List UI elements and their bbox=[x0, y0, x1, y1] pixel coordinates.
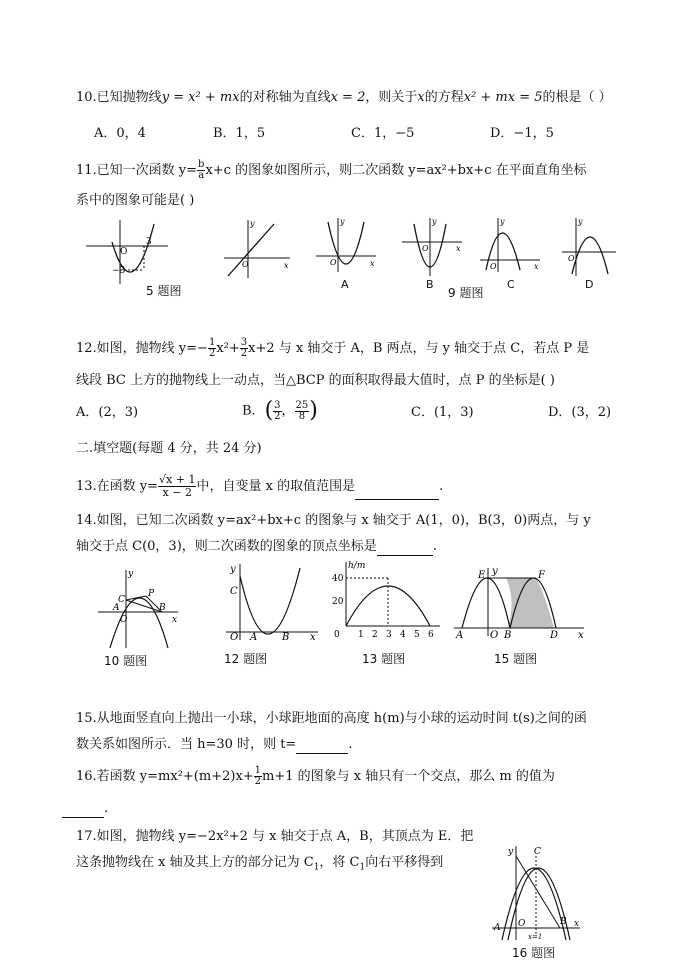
label-option-c: C bbox=[507, 278, 515, 291]
figure-option-b bbox=[400, 216, 466, 278]
x-tick-0: 0 bbox=[334, 630, 340, 640]
point-d-label: D bbox=[550, 630, 559, 638]
x-tick-4: 4 bbox=[400, 630, 406, 640]
q17-text: ，将 C bbox=[319, 855, 360, 870]
question-12-line2: 线段 BC 上方的抛物线上一动点，当△BCP 的面积取得最大值时，点 P 的坐标是( ) bbox=[76, 373, 555, 388]
tick-neg3: −3 bbox=[112, 266, 126, 276]
frac-den: 8 bbox=[298, 410, 306, 422]
q16-text: 16.若函数 y=mx²+(m+2)x+ bbox=[76, 769, 254, 784]
parabola-curve-2 bbox=[508, 868, 570, 940]
origin-label: O bbox=[242, 260, 249, 269]
q17-subscript: 1 bbox=[359, 862, 366, 873]
origin-label: O bbox=[120, 615, 128, 625]
x-label: x bbox=[172, 615, 178, 625]
q14-end: . bbox=[432, 539, 437, 554]
q12-option-d: D．(3，2) bbox=[548, 405, 612, 420]
origin-label: O bbox=[490, 630, 499, 638]
frac-den: 2 bbox=[240, 348, 248, 359]
q12-option-b: B．( $\frac{3}{2}$ ， $\frac{25}{8}$ ) bbox=[242, 398, 318, 423]
x-label: x bbox=[456, 244, 461, 253]
q10-axis-equation: x = 2 bbox=[330, 90, 366, 105]
question-13 bbox=[76, 474, 443, 500]
question-14-line1: 14.如图，已知二次函数 y=ax²+bx+c 的图象与 x 轴交于 A(1，0)，B(3，0)两点，与 y bbox=[76, 513, 591, 528]
q17-text: 向右平移得到 bbox=[365, 855, 444, 870]
frac-den: a bbox=[198, 170, 205, 181]
point-b-label: B bbox=[282, 632, 290, 642]
q13-answer-blank[interactable] bbox=[355, 483, 439, 500]
frac-den: 2 bbox=[208, 348, 216, 359]
q12-optb-prefix: B． bbox=[242, 403, 265, 419]
label-option-d: D bbox=[585, 278, 594, 291]
figure-13 bbox=[330, 560, 442, 642]
frac-num: b bbox=[198, 159, 205, 170]
question-14-line2 bbox=[76, 538, 437, 556]
q15-end: . bbox=[348, 737, 353, 752]
q11-text: x+c 的图象如图所示，则二次函数 y=ax²+bx+c 在平面直角坐标 bbox=[205, 163, 587, 178]
frac-den: x − 2 bbox=[162, 486, 192, 499]
q10-variable: x bbox=[417, 90, 425, 105]
origin-label: O bbox=[120, 247, 128, 257]
caption-fig16: 16 题图 bbox=[512, 946, 556, 960]
q13-fraction bbox=[158, 474, 196, 499]
y-label: y bbox=[250, 219, 255, 228]
label-option-a: A bbox=[341, 278, 349, 291]
figure-11-line bbox=[222, 218, 292, 280]
question-11-line2: 系中的图象可能是( ) bbox=[76, 193, 195, 208]
point-a-label: A bbox=[250, 632, 258, 642]
y-label: y bbox=[340, 217, 345, 226]
q12-text: 12.如图，抛物线 y=− bbox=[76, 341, 208, 356]
q12-text: x²+ bbox=[216, 341, 240, 356]
question-11-line1 bbox=[76, 160, 587, 181]
tick-3: 3 bbox=[146, 237, 152, 247]
figure-10 bbox=[96, 566, 182, 650]
x-label: x bbox=[578, 630, 584, 638]
figure-16 bbox=[488, 842, 584, 942]
q13-text: 13.在函数 y= bbox=[76, 479, 159, 494]
frac-num: 3 bbox=[240, 337, 248, 348]
figure-option-a bbox=[314, 216, 380, 274]
x-tick-5: 5 bbox=[414, 630, 420, 640]
origin-label: O bbox=[330, 258, 337, 267]
point-p-label: P bbox=[148, 589, 155, 599]
point-a-label: A bbox=[113, 603, 120, 613]
point-c-label: C bbox=[230, 586, 238, 597]
frac-den: 2 bbox=[274, 410, 281, 422]
question-16-line2 bbox=[62, 800, 108, 818]
parabola-curve bbox=[572, 237, 608, 274]
origin-label: O bbox=[490, 262, 497, 271]
point-b-label: B bbox=[560, 917, 567, 927]
q10-option-b: B．1，5 bbox=[213, 126, 266, 141]
point-c-label: C bbox=[118, 595, 125, 605]
q10-text: 的根是（ ） bbox=[542, 90, 612, 105]
x-tick-3: 3 bbox=[386, 630, 392, 640]
symmetry-line-label: x=1 bbox=[528, 933, 543, 941]
q10-equation-parabola: y = x² + mx bbox=[161, 90, 240, 105]
linear-function-line bbox=[228, 224, 274, 276]
q17-text: 这条抛物线在 x 轴及其上方的部分记为 C bbox=[76, 855, 314, 870]
label-option-b: B bbox=[426, 278, 434, 291]
q13-end: . bbox=[439, 479, 444, 494]
q16-answer-blank[interactable] bbox=[62, 801, 104, 818]
question-10-stem bbox=[76, 89, 612, 107]
q16-text: m+1 的图象与 x 轴只有一个交点，那么 m 的值为 bbox=[262, 769, 555, 784]
q12-option-a: A．(2，3) bbox=[76, 405, 139, 420]
figure-5 bbox=[82, 218, 172, 286]
point-f-label: F bbox=[538, 570, 545, 581]
point-a-label: A bbox=[456, 630, 464, 638]
q10-equation: x² + mx = 5 bbox=[463, 90, 543, 105]
caption-fig15: 15 题图 bbox=[494, 652, 538, 666]
q16-fraction bbox=[254, 766, 262, 787]
q11-text: 11.已知一次函数 y= bbox=[76, 163, 198, 178]
q10-text: 的方程 bbox=[424, 90, 464, 105]
q12-fraction-2 bbox=[240, 338, 248, 359]
figure-option-c bbox=[478, 216, 544, 274]
q10-option-d: D．−1，5 bbox=[490, 126, 554, 141]
y-label: y bbox=[128, 569, 134, 579]
question-15-line1: 15.从地面竖直向上抛出一小球，小球距地面的高度 h(m)与小球的运动时间 t(s)之间的函 bbox=[76, 711, 587, 726]
frac-num: 1 bbox=[208, 337, 216, 348]
segment-cb bbox=[516, 856, 560, 928]
x-label: x bbox=[574, 919, 580, 929]
q12-optb-frac1 bbox=[273, 401, 281, 422]
x-label: x bbox=[370, 259, 375, 268]
q12-option-c: C．(1，3) bbox=[411, 405, 474, 420]
q16-end: . bbox=[104, 801, 109, 816]
x-label: x bbox=[534, 262, 539, 271]
caption-fig10: 10 题图 bbox=[104, 654, 148, 668]
q10-text: 的对称轴为直线 bbox=[239, 90, 331, 105]
question-16-line1 bbox=[76, 764, 555, 790]
q10-text: 10.已知抛物线 bbox=[76, 90, 162, 105]
q14-answer-blank[interactable] bbox=[377, 539, 433, 556]
question-17-line1: 17.如图，抛物线 y=−2x²+2 与 x 轴交于点 A，B，其顶点为 E．把 bbox=[76, 829, 474, 844]
x-tick-2: 2 bbox=[372, 630, 378, 640]
y-tick-40: 40 bbox=[332, 574, 344, 584]
frac-num: 3 bbox=[274, 399, 281, 411]
section-heading-fill-in: 二.填空题(每题 4 分，共 24 分) bbox=[76, 441, 262, 456]
point-c-label: C bbox=[534, 847, 541, 857]
y-label: y bbox=[432, 217, 437, 226]
q12-text: x+2 与 x 轴交于 A，B 两点，与 y 轴交于点 C，若点 P 是 bbox=[248, 341, 590, 356]
q15-answer-blank[interactable] bbox=[296, 737, 348, 754]
frac-num: √x + 1 bbox=[159, 473, 196, 486]
point-a-label: A bbox=[494, 923, 501, 933]
q12-optb-frac2 bbox=[295, 401, 310, 422]
caption-fig12: 12 题图 bbox=[224, 652, 268, 666]
parabola-curve-1 bbox=[502, 868, 566, 940]
point-b-label: B bbox=[504, 630, 512, 638]
q12-optb-sep: ， bbox=[281, 403, 295, 419]
figure-12 bbox=[222, 562, 322, 642]
y-label: y bbox=[492, 566, 498, 577]
origin-label: O bbox=[568, 254, 575, 263]
y-label: y bbox=[578, 217, 583, 226]
point-e-label: E bbox=[478, 570, 486, 581]
parabola-curve bbox=[112, 224, 154, 272]
y-label: y bbox=[230, 564, 236, 575]
frac-num: 25 bbox=[295, 399, 309, 411]
y-label: y bbox=[500, 217, 505, 226]
segment-cp bbox=[126, 596, 146, 600]
origin-label: O bbox=[230, 632, 239, 642]
caption-fig13: 13 题图 bbox=[362, 652, 406, 666]
figure-option-d bbox=[560, 216, 620, 278]
q10-option-a: A．0，4 bbox=[94, 126, 146, 141]
point-b-label: B bbox=[159, 603, 166, 613]
shaded-region bbox=[506, 578, 554, 628]
figure-15 bbox=[450, 566, 588, 638]
q10-text: ，则关于 bbox=[365, 90, 418, 105]
q10-option-c: C．1，−5 bbox=[351, 126, 415, 141]
parabola-curve bbox=[240, 568, 300, 634]
question-17-line2 bbox=[76, 854, 443, 877]
origin-label: O bbox=[518, 919, 526, 929]
x-label: x bbox=[284, 261, 289, 270]
frac-den: 2 bbox=[254, 776, 262, 787]
x-tick-6: 6 bbox=[428, 630, 434, 640]
caption-fig9: 9 题图 bbox=[448, 286, 484, 300]
origin-label: O bbox=[422, 244, 429, 253]
caption-fig5: 5 题图 bbox=[146, 284, 182, 298]
x-tick-1: 1 bbox=[358, 630, 364, 640]
q13-text: 中，自变量 x 的取值范围是 bbox=[196, 479, 356, 494]
frac-num: 1 bbox=[254, 765, 262, 776]
q15-text: 数关系如图所示．当 h=30 时，则 t= bbox=[76, 737, 297, 752]
q14-text: 轴交于点 C(0，3)，则二次函数的图象的顶点坐标是 bbox=[76, 539, 377, 554]
parabola-c1 bbox=[462, 578, 510, 628]
q17-subscript: 1 bbox=[313, 862, 320, 873]
y-label: y bbox=[508, 847, 514, 857]
question-15-line2 bbox=[76, 736, 352, 754]
x-label: x bbox=[310, 632, 316, 642]
question-12-line1 bbox=[76, 338, 589, 359]
y-axis-title: h/m bbox=[348, 561, 366, 571]
y-tick-20: 20 bbox=[332, 597, 344, 607]
